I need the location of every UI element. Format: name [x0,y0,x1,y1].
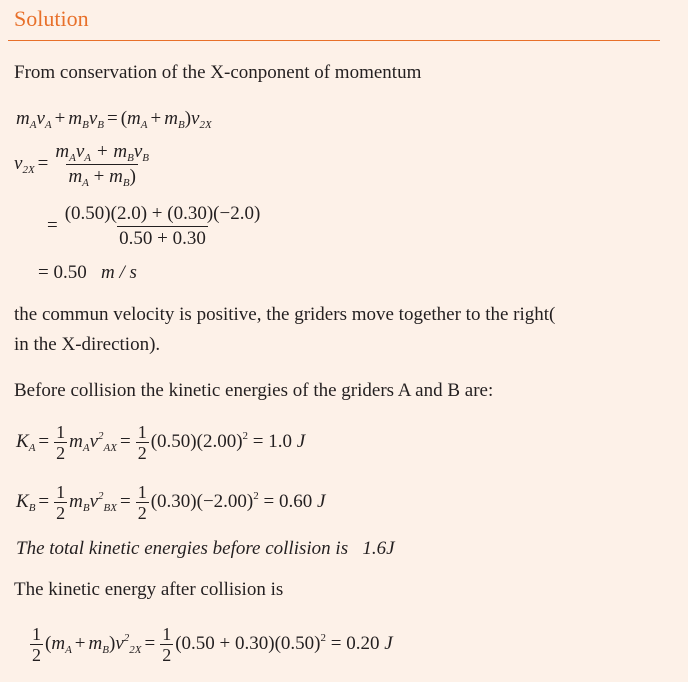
before-collision-text: Before collision the kinetic energies of the griders A and B are: [14,380,494,401]
velocity-result [38,262,137,284]
total-ke-text: The total kinetic energies before collision is [16,538,349,559]
after-collision-text: The kinetic energy after collision is [14,579,284,600]
ka-result: = 1.0 [252,430,292,452]
velocity-comment-line1: the commun velocity is positive, the griders move together to the right( [14,304,556,325]
total-ke-line [16,538,395,560]
velocity-numerator: (0.50)(2.0) + (0.30)(−2.0) [64,203,261,224]
kinetic-energy-b: $K_B$ = $\frac{1}{2}$ $m_Bv^2_{BX}$ = $\frac{1}{2}$ $(0.30)(-2.00)^2 = 0.60$ J [16,482,326,523]
kb-values: (0.30)(−2.00) [150,490,254,512]
intro-text: From conservation of the X-conponent of momentum [14,62,422,83]
title-divider [8,40,660,41]
kf-values: (0.50 + 0.30)(0.50) [175,632,321,654]
velocity-substitution: = $\frac{(0.50)(2.0) + (0.30)(-2.0)}{0.50 + 0.30}$ [47,203,261,249]
velocity-formula: $v_{2X}$ = $\frac{m_Av_A + m_Bv_B}{m_A + m_B)}$ [14,141,149,189]
total-ke-value: 1.6J [362,538,395,559]
solution-title: Solution [14,6,89,31]
ka-values: (0.50)(2.00) [150,430,243,452]
velocity-comment-line2: in the X-direction). [14,334,161,355]
kinetic-energy-a: $K_A$ = $\frac{1}{2}$ $m_Av^2_{AX}$ = $\frac{1}{2}$ $(0.50)(2.00)^2 = 1.0$ J [16,422,306,463]
kb-result: = 0.60 [263,490,313,512]
velocity-value: = 0.50 [38,262,87,283]
kf-result: = 0.20 [330,632,380,654]
momentum-equation: $m_Av_A + m_Bv_B = (m_A + m_B)v_{2X}$ [16,108,212,131]
velocity-denominator: 0.50 + 0.30 [119,228,206,249]
velocity-unit: m / s [100,262,137,283]
kinetic-energy-final: $\frac{1}{2}$ $(m_A + m_B)v^2_{2X}$ = $\frac{1}{2}$ $(0.50 + 0.30)(0.50)^2 = 0.20$ J [32,624,393,665]
